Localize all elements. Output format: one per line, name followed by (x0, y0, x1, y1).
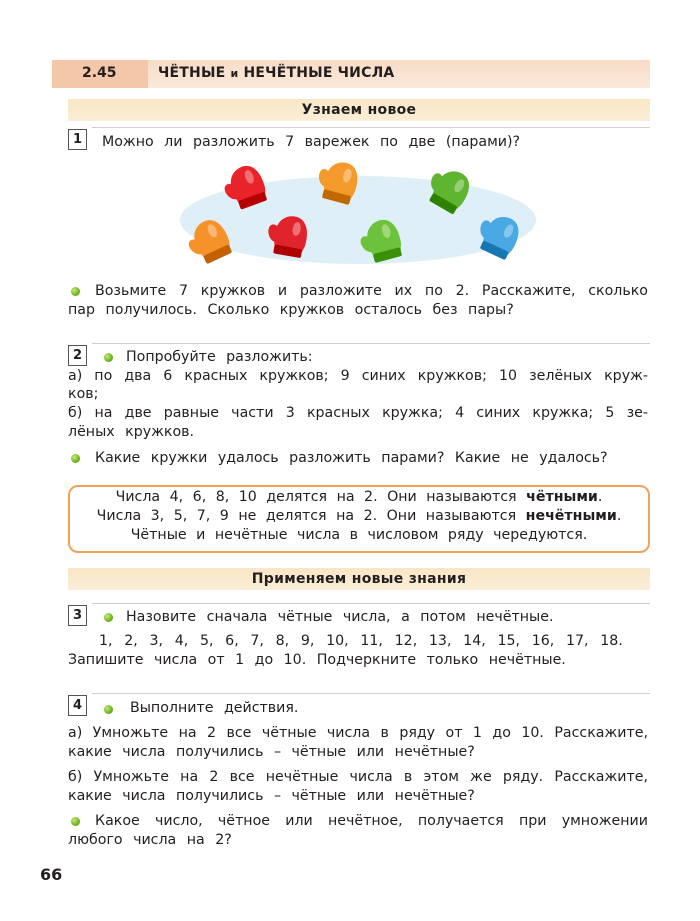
number-item: 3, (149, 633, 164, 649)
rule-line3: Чётные и нечётные числа в числовом ряду чередуются. (130, 527, 588, 543)
page-number: 66 (40, 865, 63, 884)
lesson-title (158, 65, 394, 81)
task2-prompt: Попробуйте разложить: (126, 349, 313, 365)
task4-c-line1: Какое число, чётное или нечётное, получается при умножении (95, 813, 648, 829)
task-divider (92, 603, 650, 604)
task-divider (92, 693, 650, 694)
task3-prompt: Назовите сначала чётные числа, а потом нечётные. (126, 609, 554, 625)
task4-b-line1: б) Умножьте на 2 все нечётные числа в этом же ряду. Расскажите, (68, 769, 648, 785)
mittens-illustration (178, 158, 538, 274)
task1-instruction-line2: пар получилось. Сколько кружков осталось без пары? (68, 302, 514, 318)
number-item: 5, (199, 633, 214, 649)
green-bullet-icon (104, 705, 113, 714)
number-item: 15, (497, 633, 521, 649)
rule-line1: Числа 4, 6, 8, 10 делятся на 2. Они называются чётными. (115, 489, 603, 505)
number-item: 4, (174, 633, 189, 649)
green-bullet-icon (104, 613, 113, 622)
number-item: 18. (600, 633, 623, 649)
number-item: 13, (428, 633, 452, 649)
number-item: 14, (463, 633, 486, 649)
number-item: 1, (99, 633, 113, 649)
task4-a-line1: а) Умножьте на 2 все чётные числа в ряду от 1 до 10. Расскажите, (68, 725, 648, 741)
rule-box (68, 485, 650, 553)
task4-c-line2: любого числа на 2? (68, 832, 232, 848)
task3-instruction: Запишите числа от 1 до 10. Подчеркните только нечётные. (68, 652, 566, 668)
number-item: 8, (275, 633, 290, 649)
task4-prompt: Выполните действия. (130, 700, 299, 716)
task-number-2: 2 (68, 345, 87, 366)
number-item: 7, (250, 633, 264, 649)
lesson-title-conj: и (230, 67, 239, 80)
task2-b-line1: б) на две равные части 3 красных кружка; 4 синих кружка; 5 зе- (68, 405, 648, 421)
number-item: 10, (326, 633, 349, 649)
task2-a-line2: ков; (68, 386, 99, 402)
task-number-1: 1 (68, 129, 87, 150)
number-item: 11, (360, 633, 383, 649)
green-bullet-icon (71, 817, 80, 826)
green-bullet-icon (104, 353, 113, 362)
rule-line2: Числа 3, 5, 7, 9 не делятся на 2. Они называются нечётными. (96, 508, 622, 524)
task-number-4: 4 (68, 695, 87, 716)
section-learn-new: Узнаем новое (68, 99, 650, 121)
green-bullet-icon (71, 287, 80, 296)
section-apply-knowledge: Применяем новые знания (68, 568, 650, 590)
lesson-title-part1: ЧЁТНЫЕ (158, 65, 226, 81)
task-divider (92, 127, 650, 128)
task-number-3: 3 (68, 605, 87, 626)
task1-question: Можно ли разложить 7 варежек по две (парами)? (102, 134, 521, 150)
number-item: 17, (565, 633, 589, 649)
lesson-title-part2: НЕЧЁТНЫЕ ЧИСЛА (243, 65, 395, 81)
task2-b-line2: лёных кружков. (68, 424, 195, 440)
lesson-number: 2.45 (82, 65, 117, 81)
task1-instruction-line1: Возьмите 7 кружков и разложите их по 2. Расскажите, сколько (95, 283, 648, 299)
number-item: 2, (124, 633, 138, 649)
number-item: 12, (394, 633, 418, 649)
number-item: 9, (300, 633, 315, 649)
task4-b-line2: какие числа получились – чётные или нечётные? (68, 788, 475, 804)
green-bullet-icon (71, 454, 80, 463)
task4-a-line2: какие числа получились – чётные или нечётные? (68, 744, 475, 760)
task2-question: Какие кружки удалось разложить парами? Какие не удалось? (95, 450, 608, 466)
task2-a-line1: а) по два 6 красных кружков; 9 синих кружков; 10 зелёных круж- (68, 368, 648, 384)
number-item: 16, (531, 633, 555, 649)
number-row (99, 633, 623, 649)
task-divider (92, 343, 650, 344)
number-item: 6, (225, 633, 239, 649)
